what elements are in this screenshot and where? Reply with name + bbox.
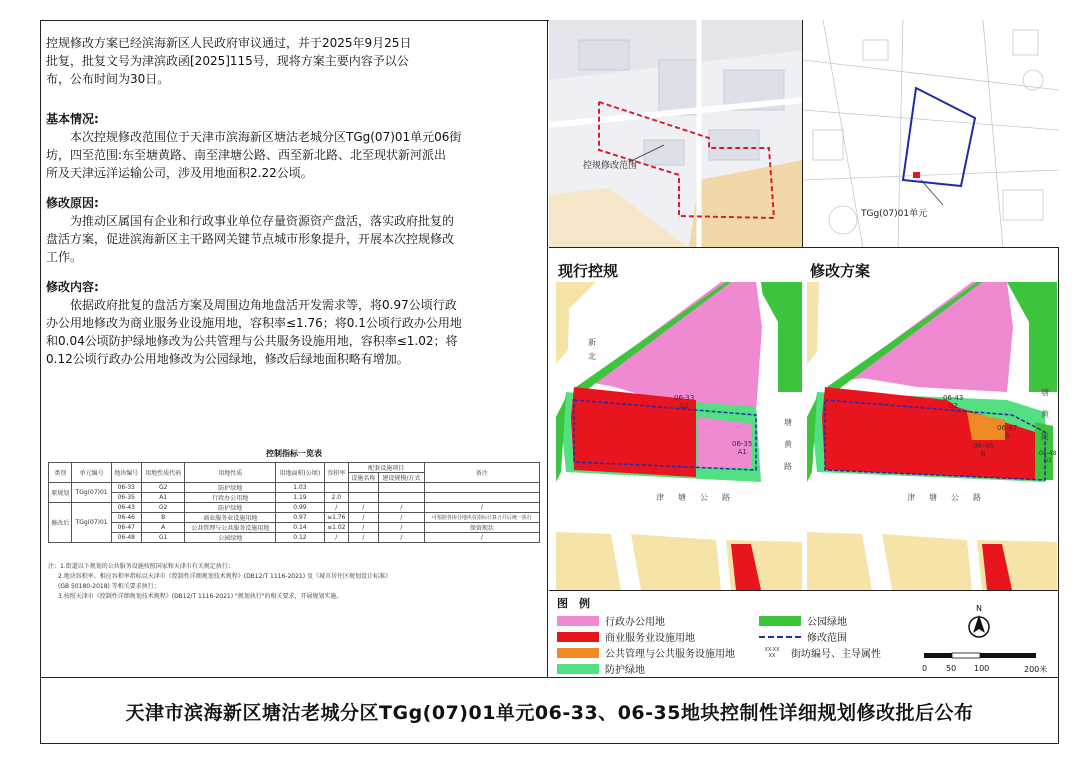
cell: 06-48 [111,533,141,543]
cell: / [378,513,424,523]
note-line: (GB 50180-2018) 等相关要求执行； [58,583,160,590]
legend-item: 商业服务业设施用地 [557,629,695,644]
legend-item: 公共管理与公共服务设施用地 [557,645,735,660]
cell: 0.99 [276,503,325,513]
th: 类别 [49,463,72,483]
cell: G2 [141,483,185,493]
cell: 公园绿地 [185,533,276,543]
intro-line: 布，公布时间为30日。 [46,72,170,86]
th: 设施名称 [348,473,378,483]
cell: / [424,503,539,513]
cell: / [348,533,378,543]
cell: 1.19 [276,493,325,503]
location-label: 控规修改范围 [583,161,638,171]
plot-label: 06-35 A1 [732,440,753,456]
road-label: 津塘公路 [907,493,995,502]
plot-label: 06-33 G2 [674,394,695,410]
north-arrow-icon: N [964,604,994,643]
note-line: 3.按照天津市《控制性详细规划技术规程》(DB12/T 1116-2021) "规划执行"的相关要求，开展规划实施。 [58,593,343,600]
table-row [49,493,540,503]
plot-label: 06-48 G1 [1039,450,1057,464]
current-plan-label: 现行控规 [558,262,619,280]
cell [424,493,539,503]
table-row [49,483,540,493]
cell: 公共管理与公共服务设施用地 [185,523,276,533]
content-line: 和0.04公顷防护绿地修改为公共管理与公共服务设施用地，容积率≤1.02；将 [46,334,458,348]
table-row [49,513,540,523]
legend-item: 行政办公用地 [557,613,665,628]
cell: A [141,523,185,533]
control-table [48,462,540,543]
th: 配套设施项目 [348,463,424,473]
content-line: 依据政府批复的盘活方案及周围边角地盘活开发需求等，将0.97公顷行政 [70,298,457,312]
cell: 06-46 [111,513,141,523]
basic-line: 本次控规修改范围位于天津市滨海新区塘沽老城分区TGg(07)01单元06街 [70,130,462,144]
scale-labels: 0 50 100 200米 [922,664,1048,674]
reason-title: 修改原因: [46,196,99,210]
unit-label: TGg(07)01单元 [861,209,928,219]
cell: / [378,523,424,533]
cell: 防护绿地 [185,483,276,493]
cell: 保留现状 [424,523,539,533]
modified-plan-map [807,282,1057,590]
cell: 06-35 [111,493,141,503]
legend-item: XX-XX XX 街坊编号、主导属性 [759,645,881,660]
th: 用地性质 [185,463,276,483]
reason-line: 为推动区属国有企业和行政事业单位存量资源资产盘活，落实政府批复的 [70,214,455,228]
cell [424,483,539,493]
note-line: 注：1.街道以下规划的公共服务设施按照国家和天津市有关规定执行； [48,563,234,570]
cell: A1 [141,493,185,503]
road-label: 塘 黄 路 [784,418,792,471]
cell: 1.03 [276,483,325,493]
cell [378,493,424,503]
table-caption: 控制指标一览表 [266,449,322,458]
legend-item: 修改范围 [759,629,847,644]
content-line: 办公用地修改为商业服务业设施用地，容积率≤1.76；将0.1公顷行政办公用地 [46,316,462,330]
cell: 0.14 [276,523,325,533]
cell: ≤1.76 [324,513,348,523]
group-cell: 原规划 [49,483,72,503]
modified-plan-label: 修改方案 [810,262,871,280]
plot-label: 06-47 A [997,424,1018,440]
cell: / [348,523,378,533]
table-notes [48,562,540,602]
th: 备注 [424,463,539,483]
scale-bar [922,645,1052,676]
current-plan-map [556,282,802,590]
cell [348,493,378,503]
cell: / [424,533,539,543]
th: 容积率 [324,463,348,483]
legend-item: 公园绿地 [759,613,847,628]
reason-line: 工作。 [46,250,83,264]
cell: / [348,503,378,513]
location-map [549,20,803,248]
table-row [49,523,540,533]
table-row [49,533,540,543]
unit-map [803,20,1059,248]
code-sample: XX-XX XX [764,646,780,659]
cell: 行政办公用地 [185,493,276,503]
cell [348,483,378,493]
road-label: 津塘公路 [656,493,744,502]
cell: / [348,513,378,523]
cell: 2.0 [324,493,348,503]
cell: 防护绿地 [185,503,276,513]
content-title: 修改内容: [46,280,99,294]
th: 用地面积(公顷) [276,463,325,483]
legend-title: 图 例 [557,597,590,610]
basic-title: 基本情况: [46,112,99,126]
cell: 06-47 [111,523,141,533]
unit-cell: TGg(07)01 [72,503,111,543]
cell: ≤1.02 [324,523,348,533]
road-label: 塘 黄 路 [1041,388,1049,441]
cell: / [378,503,424,513]
road-label: 新 北 [588,338,596,361]
cell: 06-33 [111,483,141,493]
legend-item: 防护绿地 [557,661,645,676]
th: 建设规模/方式 [378,473,424,483]
plot-label: 06-46 B [973,442,994,458]
cell [378,483,424,493]
cell: 商业服务业设施用地 [185,513,276,523]
content-line: 0.12公顷行政办公用地修改为公园绿地，修改后绿地面积略有增加。 [46,352,409,366]
cell: / [324,503,348,513]
cell: 06-43 [111,503,141,513]
th: 用地性质代码 [141,463,185,483]
plot-label: 06-43 G2 [943,394,964,410]
basic-line: 坊，四至范围:东至塘黄路、南至津塘公路、西至新北路、北至现状新河派出 [46,148,447,162]
cell: G2 [141,503,185,513]
reason-line: 盘活方案，促进滨海新区主干路网关键节点城市形象提升，开展本次控规修改 [46,232,455,246]
cell: / [378,533,424,543]
intro-line: 控规修改方案已经滨海新区人民政府审议通过，并于2025年9月25日 [46,36,412,50]
th: 单元编号 [72,463,111,483]
intro-line: 批复，批复文号为津滨政函[2025]115号，现将方案主要内容予以公 [46,54,409,68]
basic-line: 所及天津远洋运输公司，涉及用地面积2.22公顷。 [46,166,313,180]
note-line: 2.地块容积率、相应容积率指标以天津市《控制性详细规划技术规程》(DB12/T 1116-2021) 及《城市居住区规划设计标准》 [58,573,391,580]
th: 地块编号 [111,463,141,483]
cell: 0.12 [276,533,325,543]
cell: 0.97 [276,513,325,523]
cell: 可根据各街分地块仅指标计算合并后统一执行 [424,513,539,523]
cell: / [324,533,348,543]
cell: G1 [141,533,185,543]
cell: B [141,513,185,523]
cell [324,483,348,493]
table-row [49,503,540,513]
page-title: 天津市滨海新区塘沽老城分区TGg(07)01单元06-33、06-35地块控制性详细规划修改批后公布 [40,677,1059,744]
group-cell: 修改后 [49,503,72,543]
unit-cell: TGg(07)01 [72,483,111,503]
